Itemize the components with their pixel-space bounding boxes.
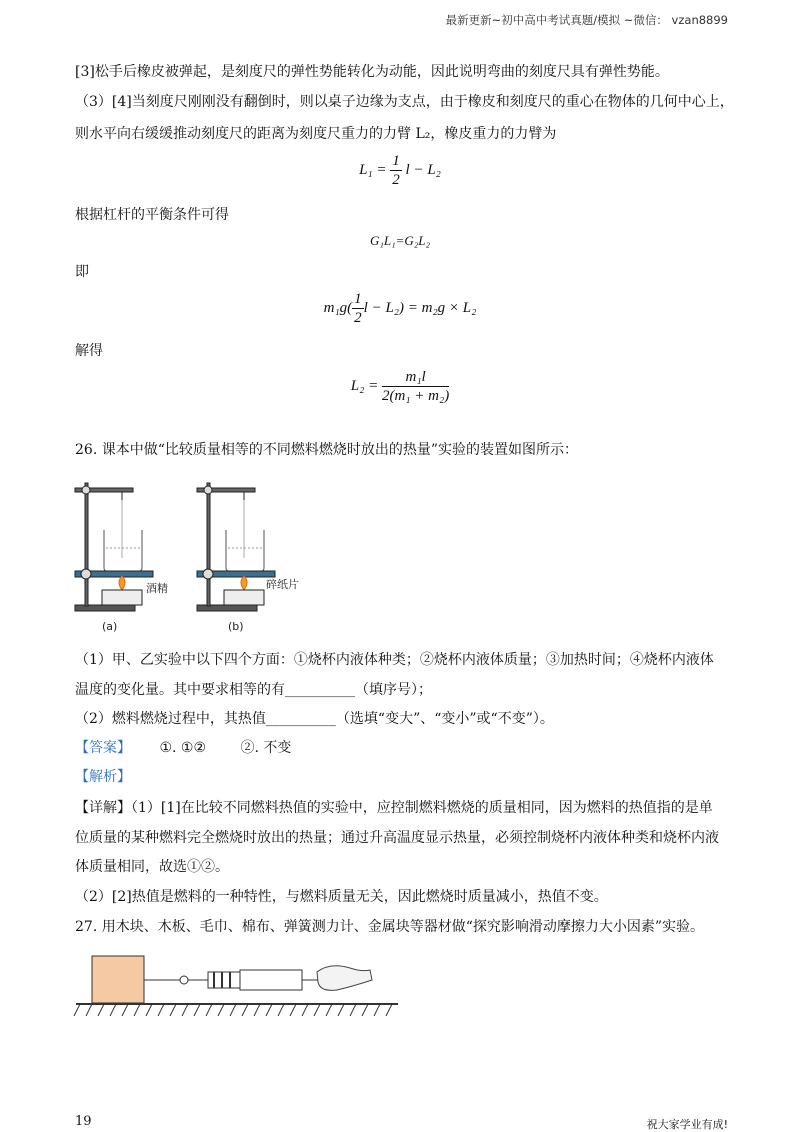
fraction-numerator: 1 [392, 153, 400, 169]
wooden-block [92, 956, 144, 1003]
figure-26 [70, 478, 300, 638]
question-27: 27. 用木块、木板、毛巾、棉布、弹簧测力计、金属块等器材做“探究影响滑动摩擦力大小因素”实验。 [75, 919, 705, 935]
question-26-part-1: （1）甲、乙实验中以下四个方面：①烧杯内液体种类；②烧杯内液体质量；③加热时间；④烧杯内液体 [75, 652, 714, 668]
spring-scale-body [240, 970, 302, 990]
formula-l1 [0, 152, 800, 189]
page-number: 19 [75, 1114, 92, 1129]
formula-text: m₁g( [323, 299, 353, 316]
detail-paragraph: 位质量的某种燃料完全燃烧时放出的热量；通过升高温度显示热量，必须控制烧杯内液体种类和烧杯内液 [75, 830, 719, 846]
formula-l2 [0, 368, 800, 405]
figure-27 [72, 950, 402, 1025]
page-header: 最新更新~初中高中考试真题/模拟 ~微信： vzan8899 [445, 13, 728, 27]
formula-m [0, 290, 800, 327]
fraction-denominator: 2 [354, 310, 362, 326]
apparatus-a [75, 483, 153, 611]
paragraph: [3]松手后橡皮被弹起，是刻度尺的弹性势能转化为动能，因此说明弯曲的刻度尺具有弹性势能。 [75, 64, 669, 80]
paragraph: （3）[4]当刻度尺刚刚没有翻倒时，则以桌子边缘为支点，由于橡皮和刻度尺的重心在物体的几何中心上， [75, 94, 734, 110]
answer-line [75, 738, 725, 758]
question-26-part-1-cont: 温度的变化量。其中要求相等的有__________（填序号）； [75, 682, 432, 698]
caption-a: (a) [102, 620, 118, 633]
fraction [382, 368, 449, 405]
paragraph: 即 [75, 264, 89, 280]
formula-text: l − L₂ [405, 161, 441, 178]
paragraph: 根据杠杆的平衡条件可得 [75, 207, 229, 223]
analysis-tag: 【解析】 [75, 769, 131, 785]
detail-paragraph: 体质量相同，故选①②。 [75, 859, 229, 875]
answer-tag: 【答案】 [75, 740, 131, 756]
formula-text: l − L₂) = m₂g × L₂ [363, 299, 477, 316]
fraction-numerator: 1 [354, 291, 362, 307]
label-fuel-b: 碎纸片 [266, 578, 299, 591]
paragraph: 解得 [75, 343, 103, 359]
footer-slogan: 祝大家学业有成! [646, 1118, 728, 1131]
hand [317, 966, 372, 991]
fraction-denominator: 2 [392, 172, 400, 188]
fraction [390, 152, 402, 189]
ground-hatching [74, 1004, 392, 1016]
answer-1: ①. ①② [159, 740, 207, 756]
fraction [352, 290, 364, 327]
answer-2: ②. 不变 [240, 740, 292, 756]
formula-text: L₁ = [359, 161, 387, 178]
formula-text: L₂ = [350, 377, 379, 394]
detail-paragraph: 【详解】（1）[1]在比较不同燃料热值的实验中，应控制燃料燃烧的质量相同，因为燃料的热值指的是单 [75, 800, 713, 816]
detail-paragraph: （2）[2]热值是燃料的一种特性，与燃料质量无关，因此燃烧时质量减小，热值不变。 [75, 889, 608, 905]
caption-b: (b) [228, 620, 244, 633]
fraction-numerator: m₁l [382, 368, 449, 387]
apparatus-b [197, 483, 275, 611]
paragraph: 则水平向右缓缓推动刻度尺的距离为刻度尺重力的力臂 L₂，橡皮重力的力臂为 [75, 126, 557, 142]
formula-balance: G₁L₁=G₂L₂ [369, 233, 431, 248]
spring-scale-spring [208, 972, 240, 988]
question-26: 26. 课本中做“比较质量相等的不同燃料燃烧时放出的热量”实验的装置如图所示： [75, 442, 579, 458]
question-26-part-2: （2）燃料燃烧过程中，其热值__________（选填“变大”、“变小”或“不变”）。 [75, 711, 554, 727]
fraction-denominator: 2(m₁ + m₂) [381, 388, 450, 404]
label-fuel-a: 酒精 [146, 582, 168, 595]
